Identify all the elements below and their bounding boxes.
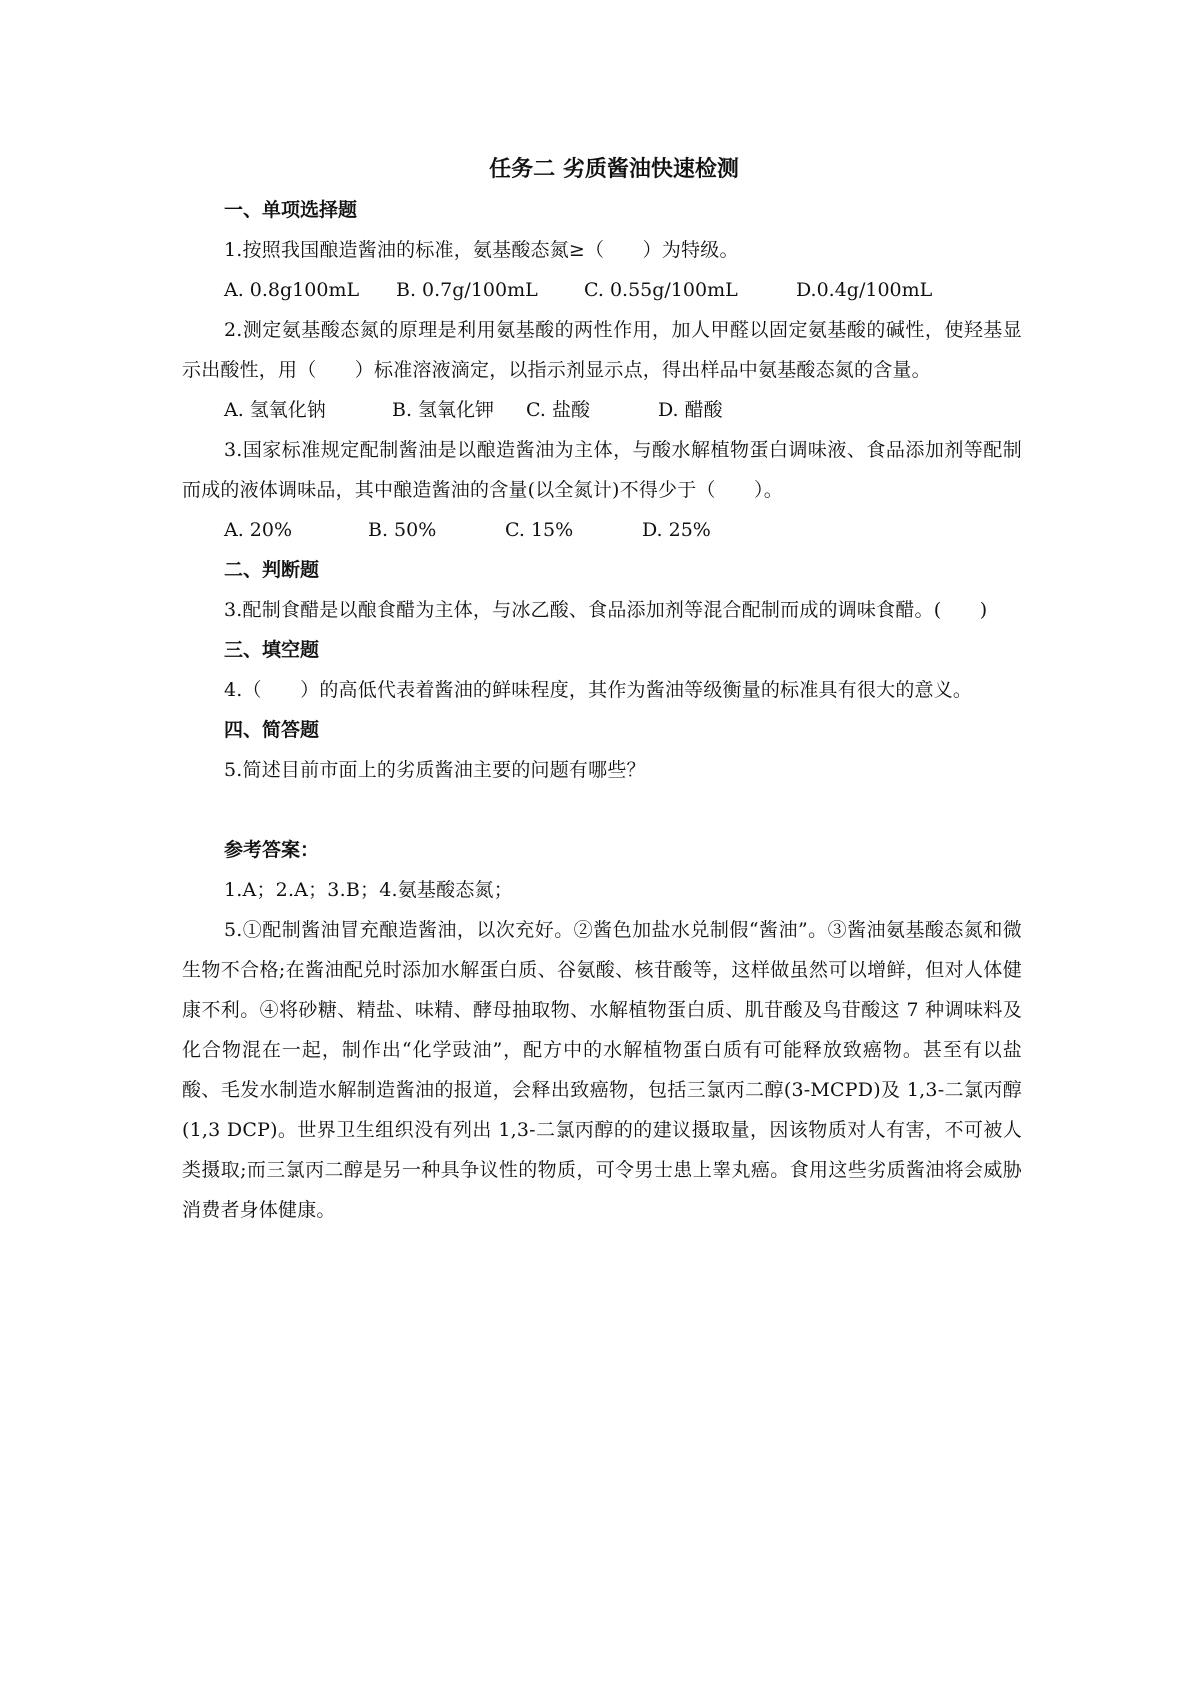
option-d: D. 25% — [642, 519, 711, 541]
question-2-options — [182, 390, 1022, 430]
option-c: C. 15% — [505, 519, 574, 541]
document-page — [182, 150, 1022, 1230]
option-c: C. 0.55g/100mL — [584, 279, 738, 301]
document-title: 任务二 劣质酱油快速检测 — [489, 157, 739, 182]
answers-heading: 参考答案： — [224, 839, 320, 861]
question-3-options — [182, 510, 1022, 550]
option-a: A. 氢氧化钠 — [224, 399, 326, 421]
section-heading-short-answer: 四、简答题 — [224, 719, 320, 741]
section-heading-fill-blank: 三、填空题 — [224, 639, 320, 661]
answers-line-2: 5.①配制酱油冒充酿造酱油，以次充好。②酱色加盐水兑制假“酱油”。③酱油氨基酸态氮和微生物不合格;在酱油配兑时添加水解蛋白质、谷氨酸、核苷酸等，这样做虽然可以增鲜，但对人体健康不利。④将砂糖、精盐、味精、酵母抽取物、水解植物蛋白质、肌苷酸及鸟苷酸这 7 种调味料及化合物混在一起，制作出“化学豉油”，配方中的水解植物蛋白质有可能释放致癌物。甚至有以盐酸、毛发水制造水解制造酱油的报道，会释出致癌物，包括三氯丙二醇(3-MCPD)及 1,3-二氯丙醇(1,3 DCP)。世界卫生组织没有列出 1,3-二氯丙醇的的建议摄取量，因该物质对人有害，不可被人类摄取;而三氯丙二醇是另一种具争议性的物质，可令男士患上睾丸癌。食用这些劣质酱油将会威胁消费者身体健康。 — [182, 919, 1022, 1221]
section-heading-single-choice: 一、单项选择题 — [224, 199, 358, 221]
section-heading-true-false: 二、判断题 — [224, 559, 320, 581]
option-a: A. 20% — [224, 519, 293, 541]
option-b: B. 0.7g/100mL — [396, 279, 538, 301]
option-a: A. 0.8g100mL — [224, 279, 360, 301]
question-2: 2.测定氨基酸态氮的原理是利用氨基酸的两性作用，加人甲醛以固定氨基酸的碱性，使羟基显示出酸性，用（ ）标准溶液滴定，以指示剂显示点，得出样品中氨基酸态氮的含量。 — [182, 319, 1022, 381]
option-d: D.0.4g/100mL — [796, 279, 933, 301]
option-c: C. 盐酸 — [526, 399, 590, 421]
question-short-answer: 5.简述目前市面上的劣质酱油主要的问题有哪些？ — [224, 759, 646, 781]
spacer — [182, 790, 1022, 830]
question-1-options — [182, 270, 1022, 310]
question-3: 3.国家标准规定配制酱油是以酿造酱油为主体，与酸水解植物蛋白调味液、食品添加剂等配制而成的液体调味品，其中酿造酱油的含量(以全氮计)不得少于（ ）。 — [182, 439, 1022, 501]
answers-line-1: 1.A；2.A；3.B；4.氨基酸态氮； — [224, 879, 513, 901]
question-1: 1.按照我国酿造酱油的标准，氨基酸态氮≥（ ）为特级。 — [224, 239, 739, 261]
question-true-false: 3.配制食醋是以酿食醋为主体，与冰乙酸、食品添加剂等混合配制而成的调味食醋。( ) — [224, 599, 988, 621]
option-b: B. 氢氧化钾 — [392, 399, 495, 421]
option-b: B. 50% — [368, 519, 437, 541]
question-fill-blank: 4.（ ）的高低代表着酱油的鲜味程度，其作为酱油等级衡量的标准具有很大的意义。 — [224, 679, 973, 701]
option-d: D. 醋酸 — [658, 399, 723, 421]
